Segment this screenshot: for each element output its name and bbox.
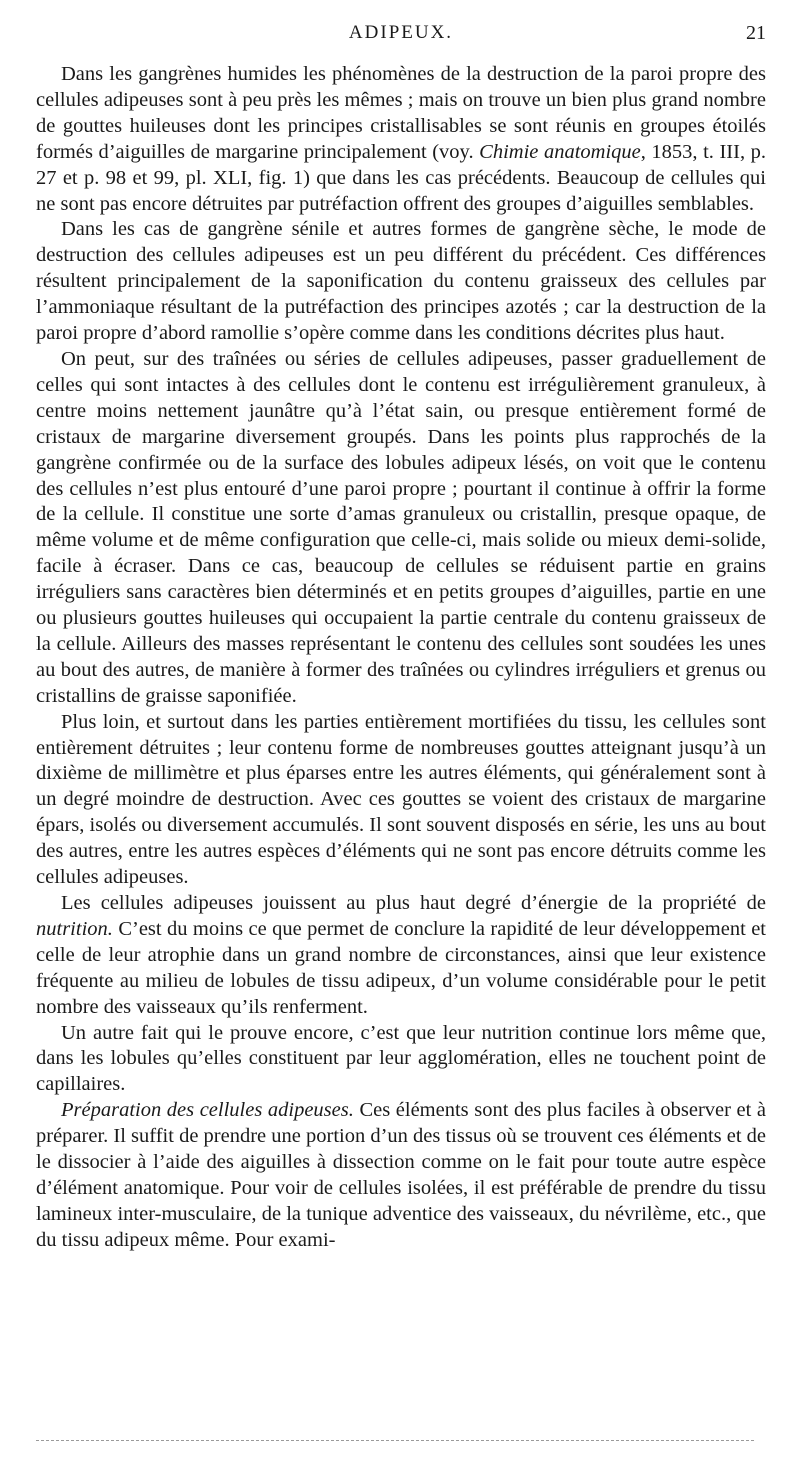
emphasis-nutrition: nutrition. [36, 917, 113, 940]
paragraph-preparation: Préparation des cellules adipeuses. Ces éléments sont des plus faciles à observer et à préparer. Il suffit de prendre une portion d’un des tissus où se trouvent ces éléments et de le dissocier à l’aide des aiguilles à dissection comme on le fait pour toute autre espèce d’élément anatomique. Pour voir de cellules isolées, il est préférable de prendre du tissu lamineux inter-musculaire, de la tunique adventice des vaisseaux, du névrilème, etc., que du tissu adipeux même. Pour exami- [36, 1099, 767, 1251]
section-heading-preparation: Préparation des cellules adipeuses. [61, 1099, 354, 1122]
body-text [36, 62, 766, 1254]
paragraph-humid-gangrene: Dans les gangrènes humides les phénomènes de la destruction de la paroi propre des cellules adipeuses sont à peu près les mêmes ; mais on trouve un bien plus grand nombre de gouttes huileuses dont les principes cristallisables se sont réunis en groupes étoilés formés d’aiguilles de margarine principalement (voy. Chimie anatomique, 1853, t. III, p. 27 et p. 98 et 99, pl. XLI, fig. 1) que dans les cas précédents. Beaucoup de cellules qui ne sont pas encore détruites par putréfaction offrent des groupes d’aiguilles semblables. [36, 63, 767, 215]
paragraph-cell-series: On peut, sur des traînées ou séries de cellules adipeuses, passer graduellement de celles qui sont intactes à des cellules dont le contenu est irrégulièrement granuleux, à centre moins nettement jaunâtre qu’à l’état sain, ou presque entièrement formé de cristaux de margarine diversement groupés. Dans les points plus rapprochés de la gangrène confirmée ou de la surface des lobules adipeux lésés, on voit que le contenu des cellules n’est plus entouré d’une paroi propre ; pourtant il continue à offrir la forme de la cellule. Il constitue une sorte d’amas granuleux ou cristallin, presque opaque, de même volume et de même configuration que celle-ci, mais solide ou mieux demi-solide, facile à écraser. Dans ce cas, beaucoup de cellules se réduisent partie en grains irréguliers sans caractères bien déterminés et en petits groupes d’aiguilles, partie en une ou plusieurs gouttes huileuses qui occupaient la partie centrale du contenu graisseux de la cellule. Ailleurs des masses représentant le contenu des cellules sont soudées les unes au bout des autres, de manière à former des traînées ou cylindres irréguliers et grenus ou cristallins de graisse saponifiée. [36, 347, 766, 707]
running-title: ADIPEUX. [348, 22, 454, 43]
paragraph-capillaries: Un autre fait qui le prouve encore, c’est que leur nutrition continue lors même que, dans les lobules qu’elles constituent par leur agglomération, elles ne touchent point de capillaires. [36, 1021, 766, 1096]
paragraph-mortified-tissue: Plus loin, et surtout dans les parties entièrement mortifiées du tissu, les cellules sont entièrement détruites ; leur contenu forme de nombreuses gouttes atteignant jusqu’à un dixième de millimètre et plus éparses entre les autres éléments, qui généralement sont à un degré moindre de destruction. Avec ces gouttes se voient des cristaux de margarine épars, isolés ou diversement accumulés. Il sont souvent disposés en série, les uns au bout des autres, entre les autres espèces d’éléments qui ne sont pas encore détruits comme les cellules adipeuses. [36, 710, 766, 889]
paragraph-dry-gangrene: Dans les cas de gangrène sénile et autres formes de gangrène sèche, le mode de destruction des cellules adipeuses est un peu différent du précédent. Ces différences résultent principalement de la saponification du contenu graisseux des cellules par l’ammoniaque résultant de la putréfaction des principes azotés ; car la destruction de la paroi propre d’abord ramollie s’opère comme dans les conditions décrites plus haut. [36, 218, 766, 345]
running-head [36, 22, 766, 48]
paragraph-nutrition: Les cellules adipeuses jouissent au plus haut degré d’énergie de la propriété de nutrition. C’est du moins ce que permet de conclure la rapidité de leur développement et celle de leur atrophie dans un grand nombre de circonstances, ainsi que leur existence fréquente au milieu de lobules de tissu adipeux, d’un volume considérable pour le petit nombre des vaisseaux qu’ils renferment. [36, 892, 766, 1018]
page-number: 21 [746, 22, 766, 44]
book-page [36, 22, 766, 1254]
reference-title: Chimie anatomique [479, 140, 641, 163]
bottom-scan-rule [36, 1440, 754, 1441]
